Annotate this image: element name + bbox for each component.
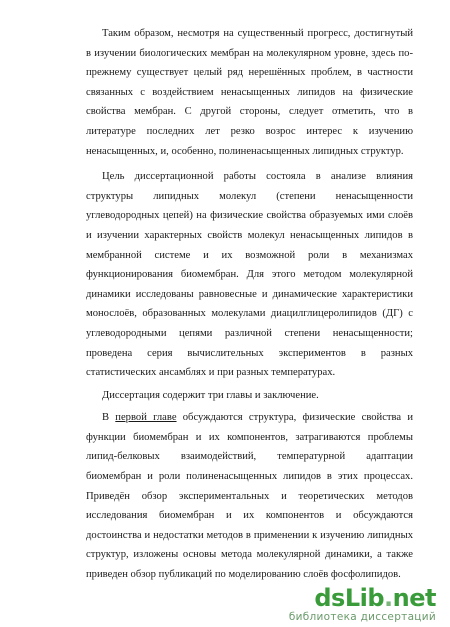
text-line: проведена серия вычислительных экспериментов в разных <box>86 347 413 359</box>
paragraph <box>86 167 413 383</box>
text-line: связанных с воздействием ненасыщенных липидов на физические <box>86 86 413 98</box>
text-line: и изучении характерных свойств молекул ненасыщенных липидов в <box>86 229 413 241</box>
text-line: биомембран и роли полиненасыщенных липидов в этих процессах. <box>86 471 413 483</box>
text-line: углеводородных цепей) на физические свойства образуемых ими слоёв <box>86 210 413 222</box>
text-line: Приведён обзор экспериментальных и теоретических методов <box>86 490 413 502</box>
text-line: функционирования биомембран. Для этого методом молекулярной <box>86 269 413 281</box>
text-line: Цель диссертационной работы состояла в анализе влияния <box>102 171 413 183</box>
chapter-link: первой главе <box>115 412 177 424</box>
paragraph <box>86 386 413 406</box>
document-page <box>86 24 413 585</box>
text-line: липид-белковых взаимодействий, температурной адаптации <box>86 451 413 463</box>
text-line: В первой главе обсуждаются структура, физические свойства и <box>102 412 413 424</box>
text-line: литературе последних лет резко возрос интерес к изучению <box>86 125 413 137</box>
watermark-logo: dsLib.net <box>314 584 436 612</box>
text-line: Диссертация содержит три главы и заключение. <box>102 389 319 401</box>
watermark <box>289 585 436 623</box>
text-line: функции биомембран и их компонентов, затрагиваются проблемы <box>86 431 413 443</box>
text-line: приведен обзор публикаций по моделированию слоёв фосфолипидов. <box>86 569 401 581</box>
text-line: ненасыщенных, и, особенно, полиненасыщенных липидных структур. <box>86 145 404 157</box>
text-line: углеводородными цепями различной степени ненасыщенности; <box>86 327 413 339</box>
text-line: в изучении биологических мембран на молекулярном уровне, здесь по- <box>86 47 413 59</box>
text-line: прежнему существует целый ряд нерешённых проблем, в частности <box>86 67 413 79</box>
text-line: динамики исследованы равновесные и динамические характеристики <box>86 288 413 300</box>
paragraph <box>86 24 413 161</box>
text-line: структуры липидных молекул (степени ненасыщенности <box>86 190 413 202</box>
text-line: монослоёв, образованных молекулами диацилглицеролипидов (ДГ) с <box>86 308 413 320</box>
text-line: Таким образом, несмотря на существенный прогресс, достигнутый <box>102 28 413 39</box>
watermark-subtitle: библиотека диссертаций <box>288 611 436 623</box>
text-line: достоинства и недостатки методов в применении к изучению липидных <box>86 529 413 541</box>
text-line: статистических ансамблях и при разных температурах. <box>86 367 336 379</box>
text-line: структур, изложены основы метода молекулярной динамики, а также <box>86 549 413 561</box>
text-line: исследования биомембран и их компонентов и обсуждаются <box>86 510 413 522</box>
text-line: свойства мембран. С другой стороны, следует отметить, что в <box>86 106 413 118</box>
paragraph <box>86 408 413 584</box>
text-line: мембранной системе и их возможной роли в механизмах <box>86 249 413 261</box>
